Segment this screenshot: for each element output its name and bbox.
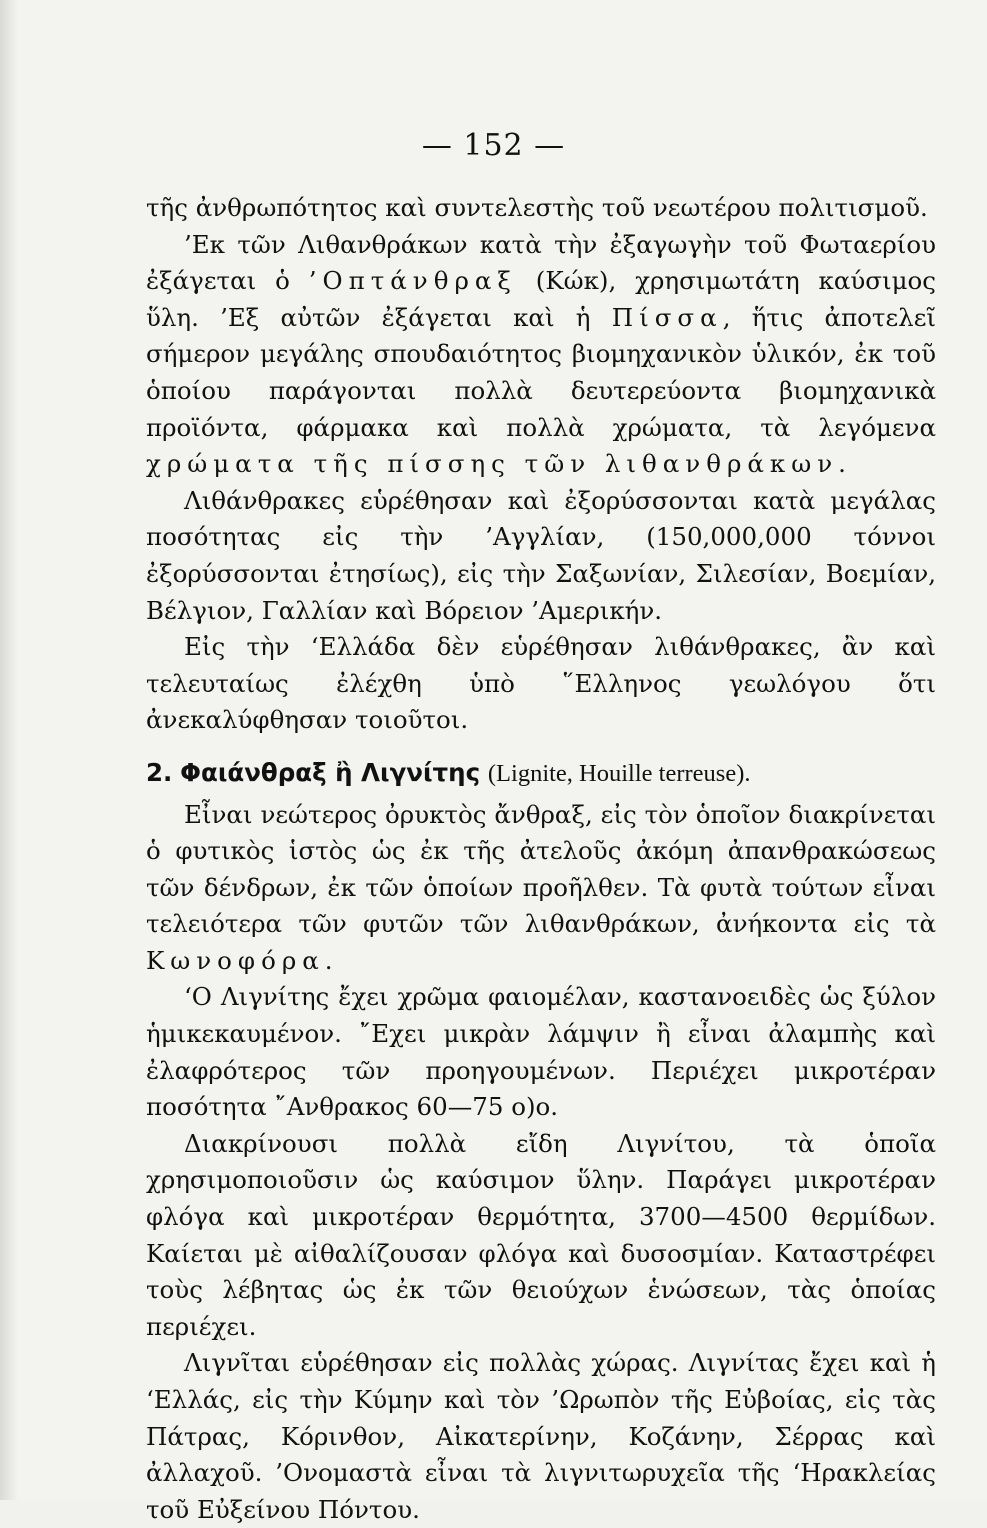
paragraph-6: ‘Ο Λιγνίτης ἔχει χρῶμα φαιομέλαν, καστανοειδὲς ὡς ξύλον ἡμικεκαυμένον. ῎Εχει μικρὰν λάμψιν ἢ εἶναι ἀλαμπὴς καὶ ἐλαφρότερος τῶν προηγουμένων. Περιέχει μικροτέραν ποσότητα ῎Ανθρακος 60—75 ο)ο. (146, 982, 936, 1122)
term-konofora: Κωνοφόρα. (146, 945, 339, 975)
term-pissa: Πίσσα (611, 302, 723, 332)
paragraph-5-part-a: Εἶναι νεώτερος ὀρυκτὸς ἄνθραξ, εἰς τὸν ὁποῖον διακρίνεται ὁ φυτικὸς ἱστὸς ὡς ἐκ τῆς ἀτελοῦς ἀκόμη ἀπανθρακώσεως τῶν δένδρων, ἐκ τῶν ὁποίων προῆλθεν. Τὰ φυτὰ τούτων εἶναι τελειότερα τῶν φυτῶν τῶν λιθανθράκων, ἀνήκοντα εἰς τὰ (146, 799, 936, 939)
paragraph-2-part-a: ’Εκ τῶν Λιθανθράκων κατὰ τὴν ἐξαγωγὴν τοῦ Φωταερίου ἐξάγεται ὁ (146, 229, 936, 296)
section-heading (146, 755, 936, 793)
page-gutter-shadow (0, 0, 18, 1500)
section-title: Φαιάνθραξ ἢ Λιγνίτης (180, 757, 481, 787)
term-optanthrax: ’Οπτάνθραξ (308, 266, 517, 296)
paragraph-7: Διακρίνουσι πολλὰ εἴδη Λιγνίτου, τὰ ὁποῖα χρησιμοποιοῦσιν ὡς καύσιμον ὕλην. Παράγει μικροτέραν φλόγα καὶ μικροτέραν θερμότητα, 3700—4500 θερμίδων. Καίεται μὲ αἰθαλίζουσαν φλόγα καὶ δυσοσμίαν. Καταστρέφει τοὺς λέβητας ὡς ἐκ τῶν θειούχων ἑνώσεων, τὰς ὁποίας περιέχει. (146, 1128, 936, 1341)
section-subtitle: (Lignite, Houille terreuse). (487, 759, 751, 787)
section-number: 2. (146, 757, 173, 787)
page-number: — 152 — (421, 128, 566, 163)
paragraph-1: τῆς ἀνθρωπότητος καὶ συντελεστὴς τοῦ νεωτέρου πολιτισμοῦ. (146, 193, 928, 222)
paragraph-2-part-e: , ἥτις ἀποτελεῖ σήμερον μεγάλης σπουδαιότητος βιομηχανικὸν ὑλικόν, ἐκ τοῦ ὁποίου παράγονται πολλὰ δευτερεύοντα βιομηχανικὰ προϊόντα, φάρμακα καὶ πολλὰ χρώματα, τὰ λεγόμενα (146, 302, 936, 442)
paragraph-8: Λιγνῖται εὑρέθησαν εἰς πολλὰς χώρας. Λιγνίτας ἔχει καὶ ἡ ‘Ελλάς, εἰς τὴν Κύμην καὶ τὸν ’Ωρωπὸν τῆς Εὐβοίας, εἰς τὰς Πάτρας, Κόρινθον, Αἰκατερίνην, Κοζάνην, Σέρρας καὶ ἀλλαχοῦ. ’Ονομαστὰ εἶναι τὰ λιγνιτωρυχεῖα τῆς ‘Ηρακλείας τοῦ Εὐξείνου Πόντου. (146, 1348, 936, 1524)
paragraph-5 (146, 797, 936, 980)
page-body-text (146, 190, 936, 1528)
paragraph-3: Λιθάνθρακες εὑρέθησαν καὶ ἐξορύσσονται κατὰ μεγάλας ποσότητας εἰς τὴν ’Αγγλίαν, (150,000,000 τόννοι ἐξορύσσονται ἐτησίως), εἰς τὴν Σαξωνίαν, Σιλεσίαν, Βοεμίαν, Βέλγιον, Γαλλίαν καὶ Βόρειον ’Αμερικήν. (146, 485, 936, 625)
paragraph-4: Εἰς τὴν ‘Ελλάδα δὲν εὑρέθησαν λιθάνθρακες, ἂν καὶ τελευταίως ἐλέχθη ὑπὸ ῞Ελληνος γεωλόγου ὅτι ἀνεκαλύφθησαν τοιοῦτοι. (146, 632, 936, 735)
paragraph-2-part-c: (Κώκ), χρησιμωτάτη καύσιμος ὕλη. ’Εξ αὐτῶν ἐξάγεται καὶ ἡ (146, 266, 936, 332)
term-chromata-pissis: χρώματα τῆς πίσσης τῶν λιθανθράκων. (146, 449, 852, 479)
paragraph-2 (146, 227, 936, 483)
